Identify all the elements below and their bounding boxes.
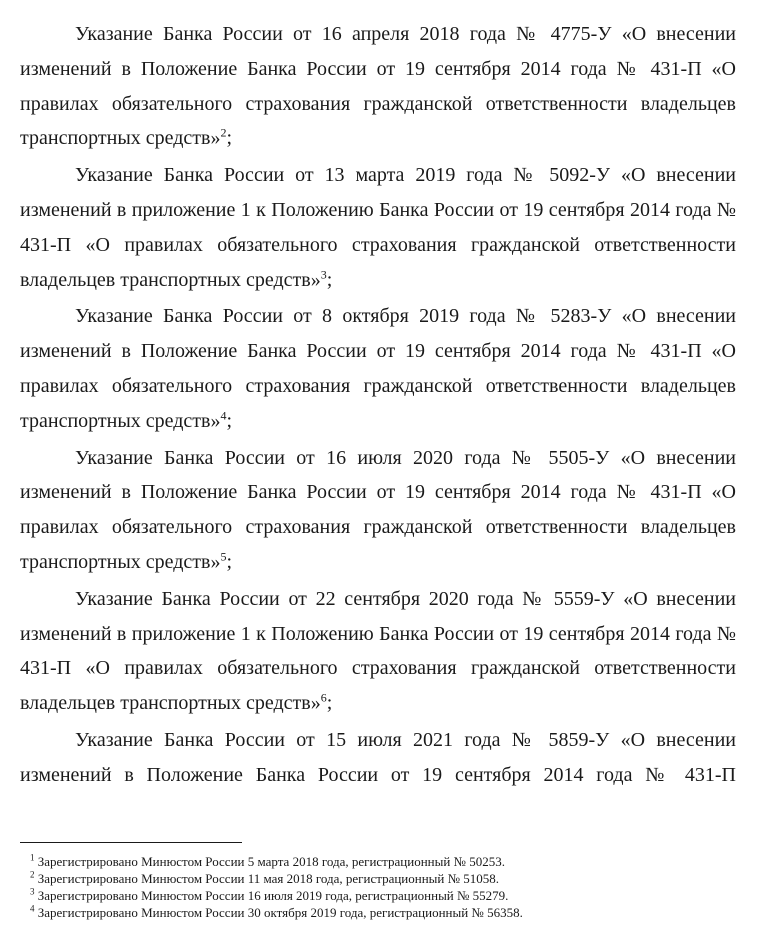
footnote-text: Зарегистрировано Минюстом России 16 июля 2019 года, регистрационный № 55279.	[37, 888, 509, 903]
footnote-separator	[20, 842, 242, 843]
paragraph-text: Указание Банка России от 22 сентября 2020 года № 5559-У «О внесении изменений в приложение 1 к Положению Банка России от 19 сентября 2014 года № 431-П «О правилах обязательного страхования гражданской ответственности владельцев транспортных средств»	[20, 587, 736, 715]
document-body	[20, 0, 736, 793]
paragraph-end: ;	[326, 268, 333, 291]
paragraph	[20, 299, 736, 438]
paragraph-text: Указание Банка России от 15 июля 2021 года № 5859-У «О внесении изменений в Положение Банка России от 19 сентября 2014 года № 431-П	[20, 728, 736, 786]
footnote	[30, 904, 750, 921]
footnote-ref: 3	[320, 266, 327, 281]
paragraph-text: Указание Банка России от 8 октября 2019 года № 5283-У «О внесении изменений в Положение Банка России от 19 сентября 2014 года № 431-П «О правилах обязательного страхования гражданской ответственности владельцев транспортных средств»	[20, 305, 736, 432]
footnote	[30, 853, 750, 870]
footnote-text: Зарегистрировано Минюстом России 30 октября 2019 года, регистрационный № 56358.	[37, 905, 523, 920]
paragraph	[20, 723, 736, 793]
footnote-text: Зарегистрировано Минюстом России 5 марта 2018 года, регистрационный № 50253.	[37, 854, 505, 869]
paragraph	[20, 441, 736, 580]
paragraph-end: ;	[226, 409, 233, 432]
paragraph-text: Указание Банка России от 13 марта 2019 года № 5092-У «О внесении изменений в приложение 1 к Положению Банка России от 19 сентября 2014 года № 431-П «О правилах обязательного страхования гражданской ответственности владельцев транспортных средств»	[20, 164, 736, 291]
footnote-ref: 5	[220, 549, 227, 564]
footnote-number: 4	[30, 903, 35, 914]
footnote-ref: 4	[220, 408, 227, 423]
paragraph	[20, 17, 736, 156]
paragraph	[20, 582, 736, 721]
footnote	[30, 870, 750, 887]
footnote-number: 2	[30, 869, 35, 880]
paragraph-text: Указание Банка России от 16 апреля 2018 года № 4775-У «О внесении изменений в Положение Банка России от 19 сентября 2014 года № 431-П «О правилах обязательного страхования гражданской ответственности владельцев транспортных средств»	[20, 23, 736, 150]
footnote	[30, 887, 750, 904]
paragraph	[20, 158, 736, 297]
paragraph-end: ;	[226, 127, 233, 150]
footnotes	[30, 853, 750, 921]
footnote-ref: 2	[220, 125, 227, 140]
footnote-number: 1	[30, 852, 35, 863]
footnote-text: Зарегистрировано Минюстом России 11 мая 2018 года, регистрационный № 51058.	[37, 871, 500, 886]
footnote-ref: 6	[320, 690, 327, 705]
footnote-number: 3	[30, 886, 35, 897]
paragraph-text: Указание Банка России от 16 июля 2020 года № 5505-У «О внесении изменений в Положение Банка России от 19 сентября 2014 года № 431-П «О правилах обязательного страхования гражданской ответственности владельцев транспортных средств»	[20, 446, 736, 573]
paragraph-end: ;	[226, 550, 233, 573]
paragraph-end: ;	[326, 692, 333, 715]
